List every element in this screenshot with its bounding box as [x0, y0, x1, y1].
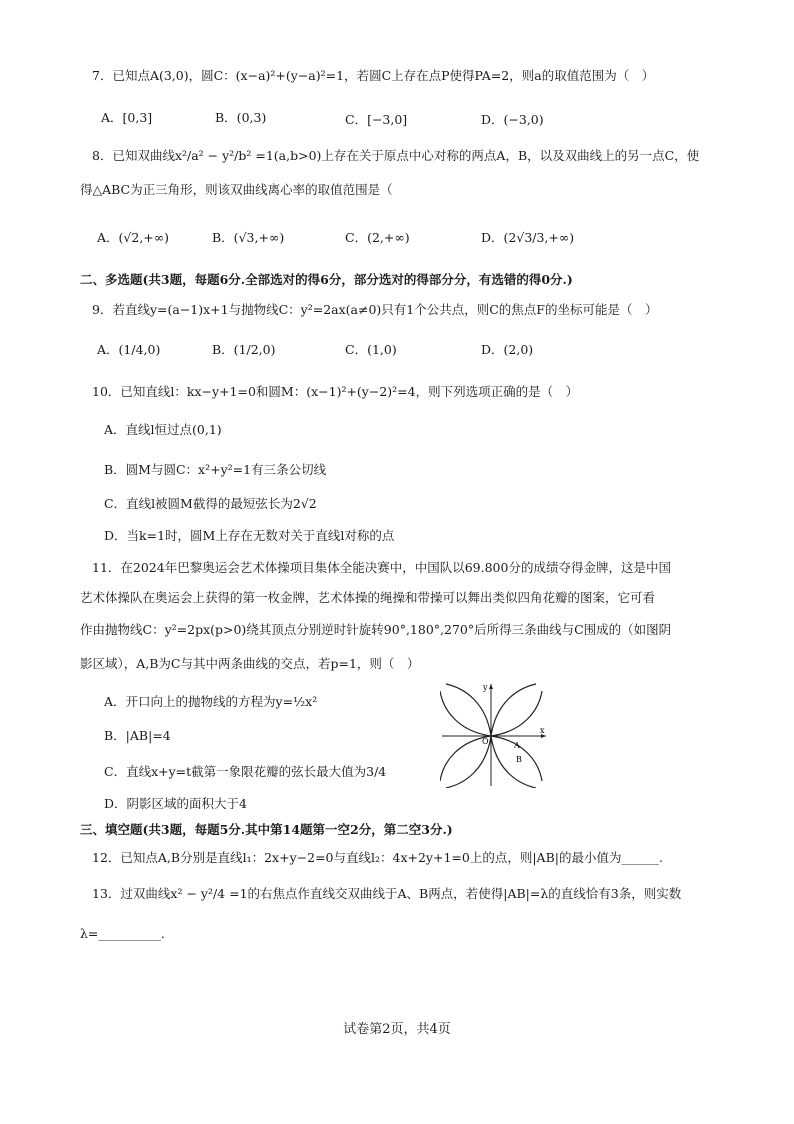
- q9-option-d: D．(2,0): [481, 342, 534, 357]
- parabola-up-right: [491, 691, 542, 736]
- q8-stem-line1: 8．已知双曲线x²/a² − y²/b² =1(a,b>0)上存在关于原点中心对称的两点A，B，以及双曲线上的另一点C，使: [92, 148, 700, 163]
- q8-option-c: C．(2,+∞): [345, 230, 410, 245]
- parabola-up-left: [440, 691, 491, 736]
- point-b-label: B: [516, 755, 522, 764]
- q8-option-a: A．(√2,+∞): [97, 230, 170, 245]
- q9-option-b: B．(1/2,0): [212, 342, 276, 357]
- q13-stem-line1: 13．过双曲线x² − y²/4 =1的右焦点作直线交双曲线于A、B两点，若使得|AB|=λ的直线恰有3条，则实数: [92, 886, 682, 901]
- q10-option-b: B．圆M与圆C：x²+y²=1有三条公切线: [104, 462, 327, 477]
- q11-petal-figure: [440, 680, 550, 788]
- x-axis-label: x: [540, 726, 545, 735]
- q8-stem-line2: 得△ABC为正三角形，则该双曲线离心率的取值范围是（: [80, 182, 393, 197]
- y-axis-arrow-icon: [489, 684, 493, 689]
- q9-stem: 9．若直线y=(a−1)x+1与抛物线C：y²=2ax(a≠0)只有1个公共点，则C的焦点F的坐标可能是（ ）: [92, 302, 658, 317]
- q10-option-d: D．当k=1时，圆M上存在无数对关于直线l对称的点: [104, 528, 395, 543]
- q11-option-c: C．直线x+y=t截第一象限花瓣的弦长最大值为3/4: [104, 764, 387, 779]
- q10-option-c: C．直线l被圆M截得的最短弦长为2√2: [104, 496, 317, 511]
- q12-stem: 12．已知点A,B分别是直线l₁：2x+y−2=0与直线l₂：4x+2y+1=0上的点，则|AB|的最小值为______.: [92, 850, 663, 865]
- q8-option-b: B．(√3,+∞): [212, 230, 285, 245]
- origin-label: O: [482, 737, 489, 746]
- q7-option-a: A．[0,3]: [101, 110, 153, 125]
- q7-stem: 7．已知点A(3,0)，圆C：(x−a)²+(y−a)²=1，若圆C上存在点P使得PA=2，则a的取值范围为（ ）: [92, 68, 655, 83]
- q7-option-c: C．[−3,0]: [345, 112, 408, 127]
- page-footer: 试卷第2页，共4页: [343, 1022, 451, 1037]
- q11-option-b: B．|AB|=4: [104, 728, 171, 743]
- y-axis-label: y: [483, 683, 488, 692]
- section-multiple-choice-heading: 二、多选题(共3题，每题6分.全部选对的得6分，部分选对的得部分分，有选错的得0分.): [80, 272, 573, 287]
- point-a-label: A: [514, 741, 520, 750]
- q11-stem-line2: 艺术体操队在奥运会上获得的第一枚金牌，艺术体操的绳操和带操可以舞出类似四角花瓣的图案，它可看: [80, 590, 656, 605]
- q11-option-a: A．开口向上的抛物线的方程为y=½x²: [104, 694, 318, 709]
- parabola-right-upper: [491, 684, 536, 736]
- q7-option-d: D．(−3,0): [481, 112, 544, 127]
- q9-option-a: A．(1/4,0): [97, 342, 161, 357]
- q10-option-a: A．直线l恒过点(0,1): [104, 422, 222, 437]
- q11-option-d: D．阴影区域的面积大于4: [104, 796, 247, 811]
- q10-stem: 10．已知直线l：kx−y+1=0和圆M：(x−1)²+(y−2)²=4，则下列选项正确的是（ ）: [92, 384, 579, 399]
- q8-option-d: D．(2√3/3,+∞): [481, 230, 575, 245]
- q11-stem-line1: 11．在2024年巴黎奥运会艺术体操项目集体全能决赛中，中国队以69.800分的成绩夺得金牌，这是中国: [92, 560, 671, 575]
- q11-stem-line3: 作由抛物线C：y²=2px(p>0)绕其顶点分别逆时针旋转90°,180°,270°后所得三条曲线与C围成的（如图阴: [80, 622, 672, 637]
- q7-option-b: B．(0,3): [215, 110, 267, 125]
- section-fill-blank-heading: 三、填空题(共3题，每题5分.其中第14题第一空2分，第二空3分.): [80, 822, 453, 837]
- q13-stem-line2: λ=__________.: [80, 926, 165, 941]
- q11-stem-line4: 影区域），A,B为C与其中两条曲线的交点，若p=1，则（ ）: [80, 656, 420, 671]
- q9-option-c: C．(1,0): [345, 342, 397, 357]
